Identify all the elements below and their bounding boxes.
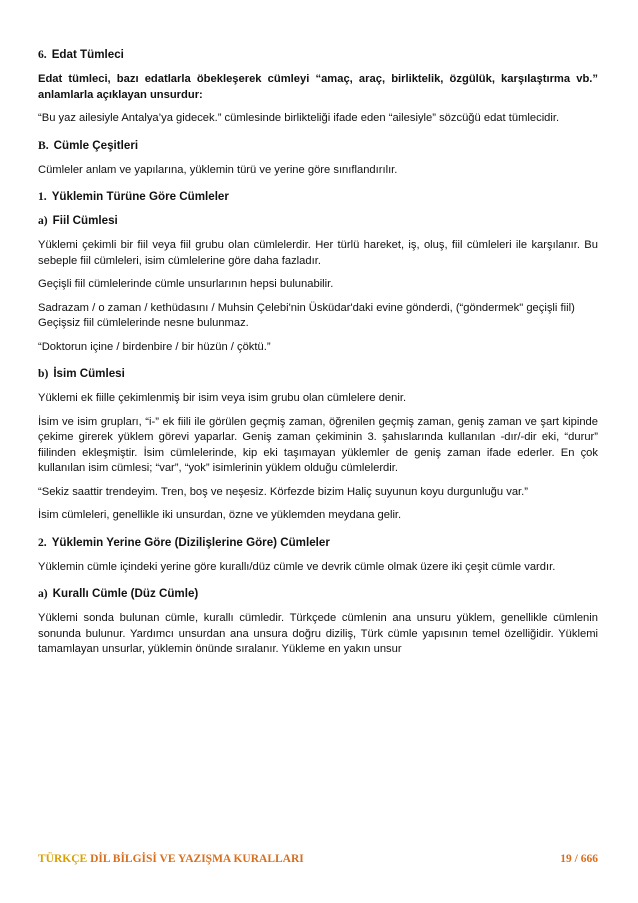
isim-cumlesi-definition: Yüklemi ek fiille çekimlenmiş bir isim veya isim grubu olan cümlelere denir. bbox=[38, 392, 407, 404]
section-number: b) bbox=[38, 367, 49, 380]
footer-title bbox=[38, 853, 304, 865]
gecissiz-example: “Doktorun içine / birdenbire / bir hüzün / çöktü.” bbox=[38, 340, 271, 353]
section-a-heading bbox=[38, 214, 598, 227]
section-title: Yüklemin Türüne Göre Cümleler bbox=[51, 190, 229, 203]
section-a-kuralli-heading bbox=[38, 587, 598, 600]
edat-tumleci-example: “Bu yaz ailesiyle Antalya’ya gidecek.” cümlesinde birlikteliği ifade eden “ailesiyle” sözcüğü edat tümlecidir. bbox=[38, 112, 560, 124]
fiil-cumlesi-paragraph: Yüklemi çekimli bir fiil veya fiil grubu olan cümlelerdir. Her türlü hareket, iş, oluş, fiil cümleleri ile karşılanır. Bu sebeple fiil cümleleri, isim cümlelerine göre daha fazladır. bbox=[38, 239, 598, 267]
isim-cumlesi-example: “Sekiz saattir trendeyim. Tren, boş ve neşesiz. Körfezde bizim Haliç suyunun koyu durgunluğu var.” bbox=[38, 485, 528, 498]
section-number: 6. bbox=[38, 48, 47, 61]
section-b-isim-heading bbox=[38, 367, 598, 380]
section-title: İsim Cümlesi bbox=[53, 367, 125, 380]
section-number: 2. bbox=[38, 535, 47, 549]
kuralli-cumle-paragraph: Yüklemi sonda bulunan cümle, kurallı cümledir. Türkçede cümlenin ana unsuru yüklem, genellikle cümlenin sonunda bulunur. Yardımcı unsurdan ana unsura doğru diziliş, Türk cümle yapısının temel özelliğidir. Yüklemi tamamlayan unsurlar, yüklemin önünde sıralanır. Yükleme en yakın unsur bbox=[38, 612, 598, 655]
cumle-cesitleri-intro: Cümleler anlam ve yapılarına, yüklemin türü ve yerine göre sınıflandırılır. bbox=[38, 163, 398, 176]
edat-tumleci-definition: Edat tümleci, bazı edatlarla öbekleşerek cümleyi “amaç, araç, birliktelik, özgülük, karşılaştırma vb.” anlamlarla açıklayan unsurdur: bbox=[38, 73, 598, 101]
page-number: 19 / 666 bbox=[560, 853, 598, 865]
isim-cumlesi-summary: İsim cümleleri, genellikle iki unsurdan, özne ve yüklemden meydana gelir. bbox=[38, 509, 402, 521]
section-title: Edat Tümleci bbox=[51, 48, 124, 61]
section-title: Yüklemin Yerine Göre (Dizilişlerine Göre) Cümleler bbox=[51, 535, 330, 549]
section-6-heading bbox=[38, 48, 598, 61]
section-title: Cümle Çeşitleri bbox=[53, 138, 139, 152]
section-title: Fiil Cümlesi bbox=[52, 214, 118, 227]
gecissiz-fiil-paragraph: Geçişsiz fiil cümlelerinde nesne bulunmaz. bbox=[38, 317, 249, 329]
section-number: a) bbox=[38, 214, 48, 227]
section-number: 1. bbox=[38, 190, 47, 203]
isim-cumlesi-paragraph: İsim ve isim grupları, “i-” ek fiili ile görülen geçmiş zaman, öğrenilen geçmiş zaman, geniş zaman ve şart kipinde çekime girerek yüklem görevi yaparlar. Geniş zaman çekiminin 3. şahıslarında kullanılan -dır/-dir eki, “durur” fiilinden ekleşmiştir. İsim cümlelerinde, kip eki taşımayan yüklemler de geniş zaman ifade ederler. En çok kullanılan isim cümlesi; “var”, “yok” isimlerinin yüklem olduğu cümlelerdir. bbox=[38, 415, 598, 474]
gecisli-example: Sadrazam / o zaman / kethüdasını / Muhsin Çelebi'nin Üsküdar'daki evine gönderdi, (“göndermek" geçişli fiil) bbox=[38, 301, 575, 314]
page-footer bbox=[38, 853, 598, 865]
section-number: B. bbox=[38, 138, 49, 152]
yuklemin-yeri-paragraph: Yüklemin cümle içindeki yerine göre kurallı/düz cümle ve devrik cümle olmak üzere iki çeşit cümle vardır. bbox=[38, 560, 556, 573]
section-number: a) bbox=[38, 587, 48, 600]
page-content bbox=[38, 48, 598, 658]
section-b-heading bbox=[38, 139, 598, 152]
footer-brand: TÜRKÇE bbox=[38, 853, 91, 865]
gecisli-fiil-paragraph: Geçişli fiil cümlelerinde cümle unsurlarının hepsi bulunabilir. bbox=[38, 278, 334, 290]
footer-subtitle: DİL BİLGİSİ VE YAZIŞMA KURALLARI bbox=[90, 853, 304, 865]
section-1-heading bbox=[38, 190, 598, 203]
section-title: Kurallı Cümle (Düz Cümle) bbox=[52, 587, 199, 600]
section-2-heading bbox=[38, 536, 598, 549]
